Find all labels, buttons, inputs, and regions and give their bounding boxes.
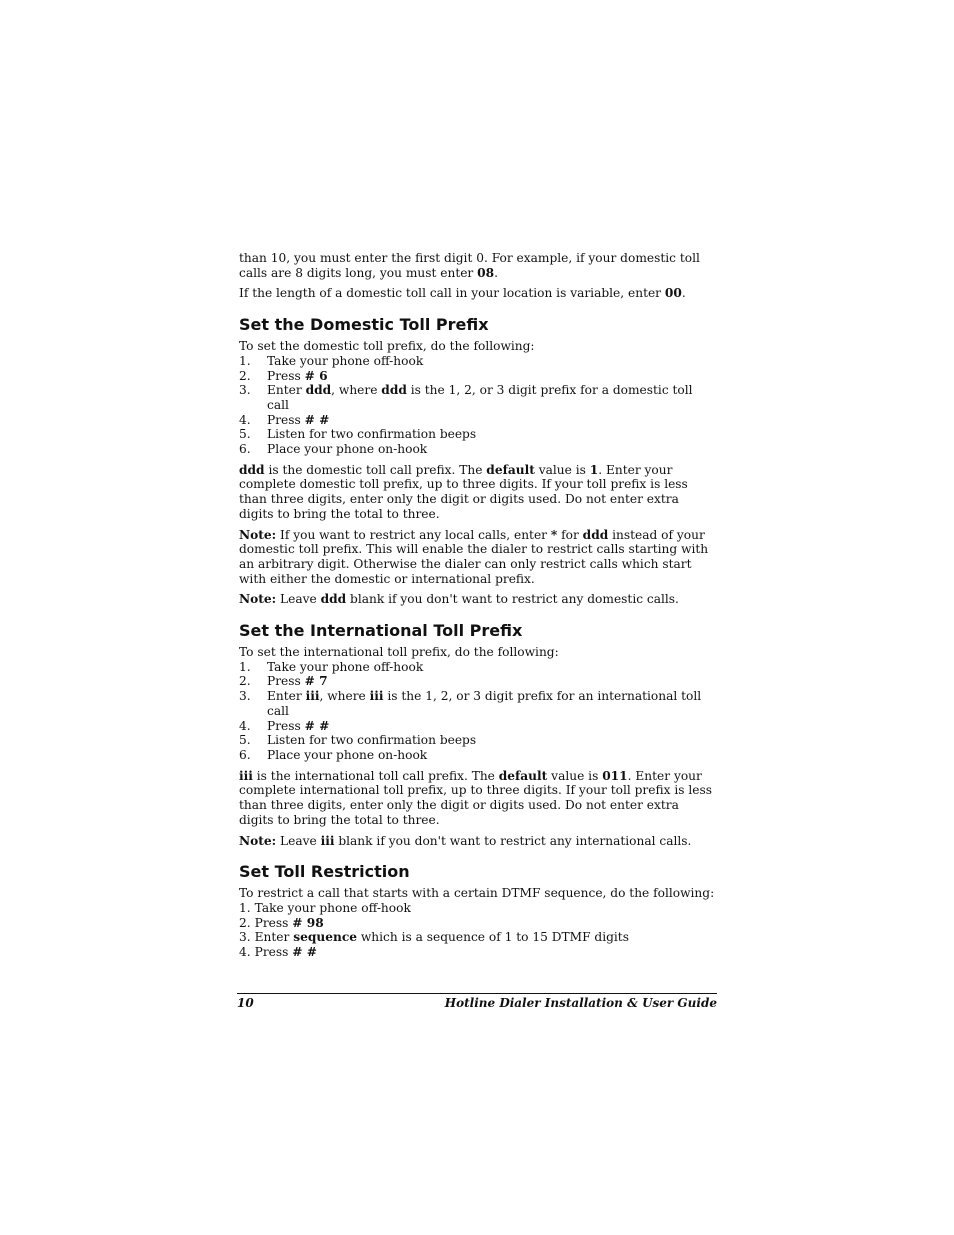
international-note: Note: Leave iii blank if you don't want to restrict any international calls.: [239, 833, 692, 848]
step-number: 4.: [239, 718, 251, 733]
bold-text: 00: [664, 286, 682, 301]
step-text: Press # #: [267, 412, 330, 427]
step-number: 3.: [239, 930, 251, 945]
list-item: [239, 427, 717, 442]
step-text: Enter iii, where iii is the 1, 2, or 3 digit prefix for an international toll call: [267, 689, 702, 718]
heading-international-toll-prefix: Set the International Toll Prefix: [239, 621, 523, 641]
toll-lead: To restrict a call that starts with a certain DTMF sequence, do the following:: [239, 886, 715, 901]
step-text: Enter sequence which is a sequence of 1 to 15 DTMF digits: [254, 930, 629, 945]
bold-text: 08: [477, 265, 495, 280]
domestic-description: ddd is the domestic toll call prefix. The default value is 1. Enter your complete domestic toll prefix, up to three digits. If your toll prefix is less than three digits, enter only the digit or digits used. Do not enter extra digits to bring the total to three.: [239, 462, 688, 521]
text: .: [681, 286, 686, 301]
step-text: Press # 6: [267, 368, 328, 383]
international-lead: To set the international toll prefix, do the following:: [239, 645, 559, 660]
step-text: Press # 7: [267, 674, 328, 689]
page-number: 10: [237, 996, 254, 1010]
list-item: [239, 383, 717, 412]
step-text: Listen for two confirmation beeps: [267, 427, 477, 442]
heading-domestic-toll-prefix: Set the Domestic Toll Prefix: [239, 315, 489, 335]
list-item: [239, 369, 717, 384]
intro-paragraph-2: [239, 286, 717, 301]
list-item: [239, 413, 717, 428]
page-footer: [237, 993, 717, 1010]
step-number: 3.: [239, 383, 251, 398]
domestic-note-1: Note: If you want to restrict any local calls, enter * for ddd instead of your domestic toll prefix. This will enable the dialer to restrict calls starting with an arbitrary digit. Otherwise the dialer can only restrict calls which start with either the domestic or international prefix.: [239, 527, 709, 586]
domestic-lead: To set the domestic toll prefix, do the following:: [239, 339, 535, 354]
step-number: 5.: [239, 427, 251, 442]
step-number: 2.: [239, 368, 251, 383]
list-item: [239, 719, 717, 734]
step-number: 4.: [239, 412, 251, 427]
list-item: [239, 733, 717, 748]
step-text: Take your phone off-hook: [267, 353, 424, 368]
list-item: [239, 442, 717, 457]
toll-steps: [239, 901, 717, 960]
text: than 10, you must enter the first digit 0. For example, if your domestic toll calls are 8 digits long, you must enter: [239, 251, 700, 280]
international-description: iii is the international toll call prefix. The default value is 011. Enter your complete international toll prefix, up to three digits. If your toll prefix is less than three digits, enter only the digit or digits used. Do not enter extra digits to bring the total to three.: [239, 768, 712, 827]
step-text: Take your phone off-hook: [254, 900, 411, 915]
step-text: Take your phone off-hook: [267, 659, 424, 674]
intro-paragraph-1: [239, 251, 717, 280]
step-text: Place your phone on-hook: [267, 442, 428, 457]
text: If the length of a domestic toll call in your location is variable, enter: [239, 286, 665, 301]
step-text: Enter ddd, where ddd is the 1, 2, or 3 digit prefix for a domestic toll call: [267, 383, 693, 412]
list-item: [239, 901, 717, 916]
step-text: Press # #: [254, 945, 317, 960]
step-number: 6.: [239, 747, 251, 762]
list-item: [239, 660, 717, 675]
domestic-note-2: Note: Leave ddd blank if you don't want to restrict any domestic calls.: [239, 592, 679, 607]
text: .: [494, 265, 498, 280]
domestic-steps: [239, 354, 717, 457]
step-number: 1.: [239, 353, 251, 368]
list-item: [239, 674, 717, 689]
step-text: Place your phone on-hook: [267, 747, 428, 762]
list-item: [239, 354, 717, 369]
document-page: [239, 251, 717, 966]
step-number: 4.: [239, 945, 251, 960]
international-steps: [239, 660, 717, 763]
step-number: 2.: [239, 915, 251, 930]
step-number: 1.: [239, 900, 251, 915]
step-text: Press # 98: [254, 915, 324, 930]
guide-title: Hotline Dialer Installation & User Guide: [444, 996, 717, 1010]
list-item: [239, 748, 717, 763]
list-item: [239, 945, 717, 960]
step-text: Press # #: [267, 718, 330, 733]
heading-toll-restriction: Set Toll Restriction: [239, 862, 410, 882]
list-item: [239, 689, 717, 718]
step-number: 3.: [239, 689, 251, 704]
list-item: [239, 916, 717, 931]
step-number: 6.: [239, 442, 251, 457]
step-number: 2.: [239, 674, 251, 689]
step-number: 1.: [239, 659, 251, 674]
step-number: 5.: [239, 733, 251, 748]
list-item: [239, 930, 717, 945]
step-text: Listen for two confirmation beeps: [267, 733, 477, 748]
